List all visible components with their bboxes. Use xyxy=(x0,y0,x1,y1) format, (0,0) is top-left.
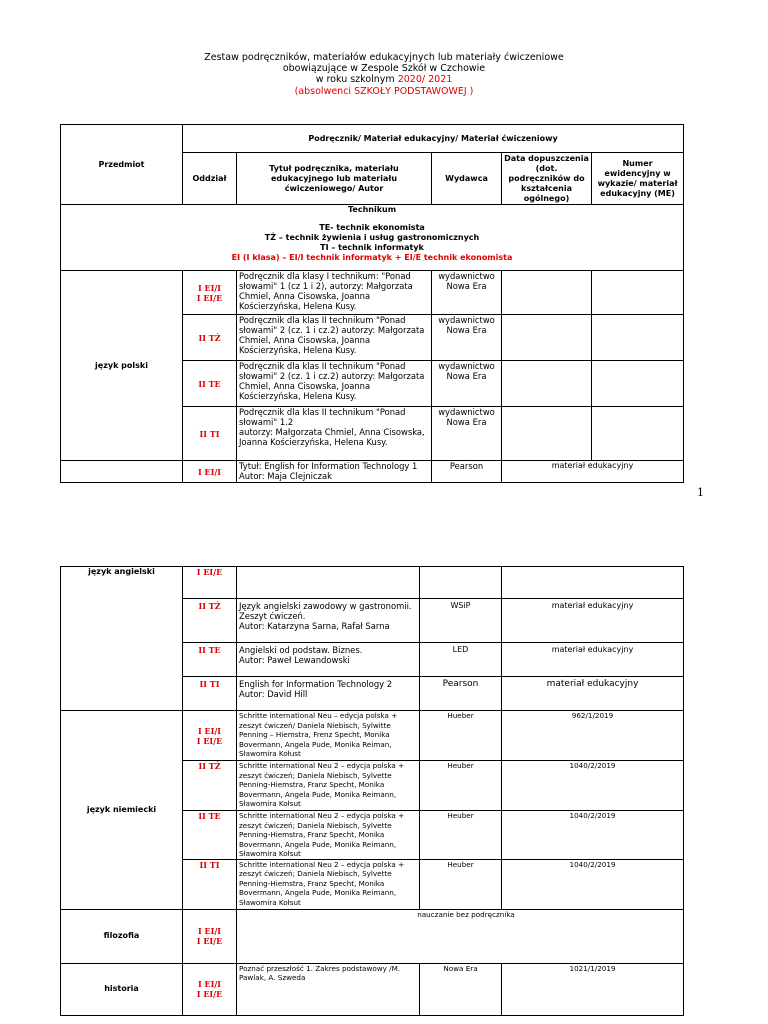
title-cell: Podręcznik dla klasy I technikum: "Ponad słowami" 1 (cz 1 i 2), autorzy: Małgorzata Chmiel, Anna Cisowska, Joanna Kościerzyńska, Helena Kusy. xyxy=(237,271,432,315)
class-cell: I EI/I I EI/E xyxy=(183,909,237,963)
title-cell: Schritte international Neu 2 – edycja polska + zeszyt ćwiczeń; Daniela Niebisch, Sylvette Penning-Hiemstra, Franz Specht, Monika Bovermann, Angela Pude, Monika Reimann, Sławomira Kołsut xyxy=(237,761,420,811)
publisher-cell: Heuber xyxy=(420,859,502,909)
publisher-cell: wydawnictwo Nowa Era xyxy=(432,315,502,361)
number-cell xyxy=(592,271,684,315)
subject-cell: historia xyxy=(61,963,183,1015)
table-row xyxy=(61,461,684,483)
class-cell: II TŻ xyxy=(183,761,237,811)
table-row xyxy=(61,909,684,963)
doc-title-line3 xyxy=(0,74,768,85)
title-cell: Schritte international Neu – edycja polska + zeszyt ćwiczeń/ Daniela Niebisch, Sylwitte Penning – Hiemstra, Frenz Specht, Monika Bovermann, Angela Pude, Monika Reiman, Sławomira Kołust xyxy=(237,711,420,761)
subject-cell: język niemiecki xyxy=(61,711,183,910)
col-header-group: Podręcznik/ Materiał edukacyjny/ Materiał ćwiczeniowy xyxy=(183,125,684,153)
publisher-cell: wydawnictwo Nowa Era xyxy=(432,407,502,461)
doc-title-line2: obowiązujące w Zespole Szkół w Czchowie xyxy=(282,63,486,74)
title-cell: Tytuł: English for Information Technology 1 Autor: Maja Clejniczak xyxy=(237,461,432,483)
date-cell xyxy=(502,361,592,407)
class-cell: II TE xyxy=(183,361,237,407)
publisher-cell xyxy=(420,567,502,599)
date-cell: 1040/2/2019 xyxy=(502,859,684,909)
note-cell xyxy=(237,909,684,963)
subject-cell: język angielski xyxy=(61,567,183,711)
col-header-numer: Numer ewidencyjny w wykazie/ materiał edukacyjny (ME) xyxy=(592,153,684,205)
title-cell: Język angielski zawodowy w gastronomii. Zeszyt ćwiczeń. Autor: Katarzyna Sarna, Rafał Sarna xyxy=(237,599,420,643)
technikum-section xyxy=(61,205,684,271)
page-number: 1 xyxy=(697,486,704,499)
title-cell: Schritte international Neu 2 – edycja polska + zeszyt ćwiczeń; Daniela Niebisch, Sylvette Penning-Hiemstra, Franz Specht, Monika Bovermann, Angela Pude, Monika Reimann, Sławomira Kołsut xyxy=(237,859,420,909)
title-cell: English for Information Technology 2 Autor: David Hill xyxy=(237,677,420,711)
class-cell: II TŻ xyxy=(183,599,237,643)
textbook-table-page1 xyxy=(60,124,684,483)
school-year-label: w roku szkolnym xyxy=(315,74,398,85)
date-cell: materiał edukacyjny xyxy=(502,677,684,711)
table-row xyxy=(61,271,684,315)
date-cell xyxy=(502,567,684,599)
col-header-przedmiot: Przedmiot xyxy=(61,125,183,205)
technikum-title: Technikum xyxy=(348,205,397,214)
technikum-ti: TI – technik informatyk xyxy=(320,243,424,252)
date-cell: 1040/2/2019 xyxy=(502,811,684,860)
subject-cell: język polski xyxy=(61,271,183,461)
date-cell: 962/1/2019 xyxy=(502,711,684,761)
subject-cell: filozofia xyxy=(61,909,183,963)
title-cell: Schritte international Neu 2 – edycja polska + zeszyt ćwiczeń; Daniela Niebisch, Sylvette Penning-Hiemstra, Franz Specht, Monika Bovermann, Angela Pude, Monika Reimann, Sławomira Kołsut xyxy=(237,811,420,860)
col-header-tytul: Tytuł podręcznika, materiału edukacyjnego lub materiału ćwiczeniowego/ Autor xyxy=(237,153,432,205)
date-cell xyxy=(502,315,592,361)
title-cell: Podręcznik dla klas II technikum "Ponad słowami" 2 (cz. 1 i cz.2) autorzy: Małgorzata Chmiel, Anna Cisowska, Joanna Kościerzyńska, Helena Kusy. xyxy=(237,361,432,407)
date-cell: 1021/1/2019 xyxy=(502,963,684,1015)
class-cell: II TŻ xyxy=(183,315,237,361)
number-cell xyxy=(592,315,684,361)
technikum-ei: EI (I klasa) – EI/I technik informatyk + EI/E technik ekonomista xyxy=(231,253,513,262)
publisher-cell: wydawnictwo Nowa Era xyxy=(432,271,502,315)
class-cell: I EI/I xyxy=(183,461,237,483)
class-cell: I EI/E xyxy=(183,567,237,599)
date-cell: materiał edukacyjny xyxy=(502,461,684,483)
col-header-wydawca: Wydawca xyxy=(432,153,502,205)
title-cell: Podręcznik dla klas II technikum "Ponad słowami" 2 (cz. 1 i cz.2) autorzy: Małgorzata Chmiel, Anna Cisowska, Joanna Kościerzyńska, Helena Kusy. xyxy=(237,315,432,361)
doc-title-line1: Zestaw podręczników, materiałów edukacyjnych lub materiały ćwiczeniowe xyxy=(204,52,564,63)
technikum-te: TE- technik ekonomista xyxy=(319,223,425,232)
class-cell: II TI xyxy=(183,859,237,909)
publisher-cell: Heuber xyxy=(420,811,502,860)
date-cell: materiał edukacyjny xyxy=(502,599,684,643)
class-cell: II TE xyxy=(183,811,237,860)
table-row xyxy=(61,711,684,761)
date-cell xyxy=(502,271,592,315)
title-cell: Poznać przeszłość 1. Zakres podstawowy /M. Pawlak, A. Szweda xyxy=(237,963,420,1015)
subject-cell-empty xyxy=(61,461,183,483)
publisher-cell: wydawnictwo Nowa Era xyxy=(432,361,502,407)
number-cell xyxy=(592,407,684,461)
date-cell: materiał edukacyjny xyxy=(502,643,684,677)
date-cell xyxy=(502,407,592,461)
publisher-cell: Heuber xyxy=(420,761,502,811)
col-header-oddzial: Oddział xyxy=(183,153,237,205)
class-cell: I EI/I I EI/E xyxy=(183,271,237,315)
title-cell: Podręcznik dla klas II technikum "Ponad słowami" 1.2 autorzy: Małgorzata Chmiel, Anna Cisowska, Joanna Kościerzyńska, Helena Kusy. xyxy=(237,407,432,461)
class-cell: II TI xyxy=(183,407,237,461)
publisher-cell: Pearson xyxy=(420,677,502,711)
publisher-cell: Pearson xyxy=(432,461,502,483)
table-row xyxy=(61,567,684,599)
class-cell: I EI/I I EI/E xyxy=(183,963,237,1015)
textbook-table-page2 xyxy=(60,566,684,1016)
no-textbook-note: nauczanie bez podręcznika xyxy=(417,909,515,919)
doc-title-line4: (absolwenci SZKOŁY PODSTAWOWEJ ) xyxy=(294,86,474,97)
class-cell: II TI xyxy=(183,677,237,711)
class-cell: II TE xyxy=(183,643,237,677)
class-cell: I EI/I I EI/E xyxy=(183,711,237,761)
number-cell xyxy=(592,361,684,407)
col-header-data: Data dopuszczenia (dot. podręczników do kształcenia ogólnego) xyxy=(502,153,592,205)
title-cell: Angielski od podstaw. Biznes. Autor: Paweł Lewandowski xyxy=(237,643,420,677)
publisher-cell: WSiP xyxy=(420,599,502,643)
table-row xyxy=(61,963,684,1015)
technikum-tz: TŻ – technik żywienia i usług gastronomicznych xyxy=(264,233,480,242)
school-year: 2020/ 2021 xyxy=(397,74,453,85)
publisher-cell: Hueber xyxy=(420,711,502,761)
publisher-cell: LED xyxy=(420,643,502,677)
date-cell: 1040/2/2019 xyxy=(502,761,684,811)
publisher-cell: Nowa Era xyxy=(420,963,502,1015)
title-cell xyxy=(237,567,420,599)
